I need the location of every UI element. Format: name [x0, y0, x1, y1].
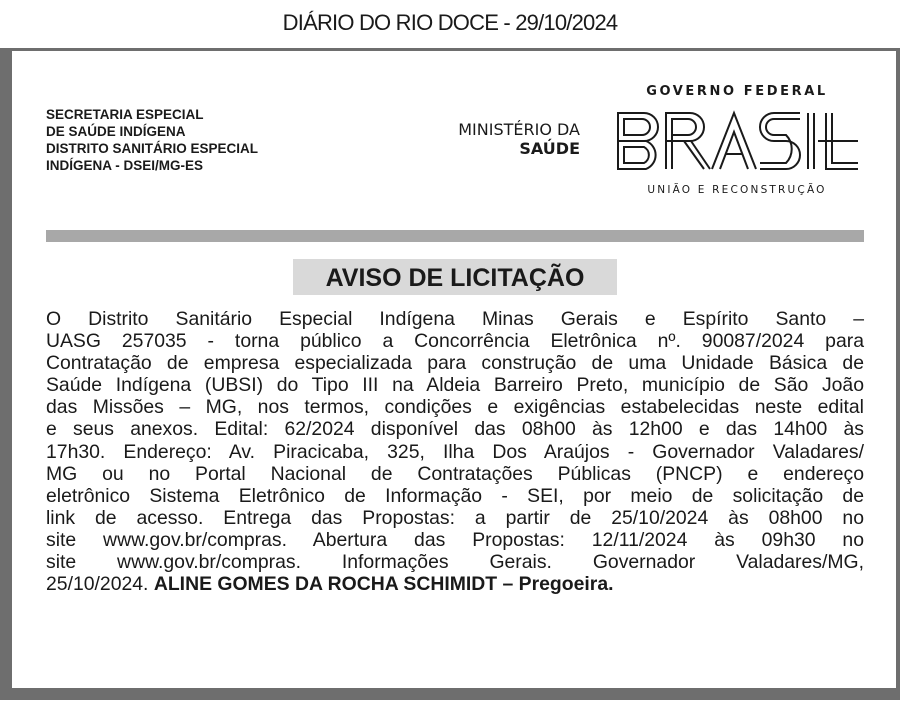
secretaria-line: DE SAÚDE INDÍGENA [46, 124, 186, 139]
governo-federal-label: GOVERNO FEDERAL [646, 84, 828, 99]
ministerio-line-1: MINISTÉRIO DA [458, 120, 580, 139]
notice-title: AVISO DE LICITAÇÃO [293, 259, 617, 295]
notice-line: e seus anexos. Edital: 62/2024 disponível das 08h00 às 12h00 e das 14h00 às [46, 418, 864, 441]
uniao-reconstrucao-label: UNIÃO E RECONSTRUÇÃO [647, 184, 827, 196]
secretaria-block [46, 106, 258, 174]
signature: ALINE GOMES DA ROCHA SCHIMIDT – Pregoeira. [153, 573, 614, 596]
notice-line: das Missões – MG, nos termos, condições e exigências estabelecidas neste edital [46, 396, 864, 419]
notice-date: 25/10/2024. [46, 573, 149, 596]
notice-line: O Distrito Sanitário Especial Indígena Minas Gerais e Espírito Santo – [46, 308, 864, 330]
secretaria-line: DISTRITO SANITÁRIO ESPECIAL [46, 141, 259, 156]
ministerio-line-2: SAÚDE [519, 139, 580, 158]
brasil-wordmark-icon [614, 110, 860, 172]
newspaper-masthead: DIÁRIO DO RIO DOCE - 29/10/2024 [282, 10, 618, 35]
ministerio-logo [400, 120, 580, 158]
secretaria-line: INDÍGENA - DSEI/MG-ES [46, 158, 204, 173]
notice-line: Contratação de empresa especializada para construção de uma Unidade Básica de [46, 352, 864, 375]
notice-line: Saúde Indígena (UBSI) do Tipo III na Aldeia Barreiro Preto, município de São João [46, 374, 864, 397]
notice-line: UASG 257035 - torna público a Concorrência Eletrônica nº. 90087/2024 para [46, 330, 864, 353]
notice-line: site www.gov.br/compras. Informações Gerais. Governador Valadares/MG, [46, 551, 864, 574]
notice-body [46, 308, 864, 595]
notice-line: link de acesso. Entrega das Propostas: a partir de 25/10/2024 às 08h00 no [46, 506, 864, 529]
governo-federal-logo [612, 84, 862, 196]
notice-line: eletrônico Sistema Eletrônico de Informação - SEI, por meio de solicitação de [46, 484, 864, 507]
notice-line: site www.gov.br/compras. Abertura das Propostas: 12/11/2024 às 09h30 no [46, 528, 864, 551]
notice-line: 17h30. Endereço: Av. Piracicaba, 325, Ilha Dos Araújos - Governador Valadares/ [46, 440, 864, 463]
divider-bar [46, 230, 864, 242]
notice-line: MG ou no Portal Nacional de Contratações Públicas (PNCP) e endereço [46, 462, 864, 485]
notice-last-line [46, 573, 864, 595]
secretaria-line: SECRETARIA ESPECIAL [46, 107, 204, 122]
